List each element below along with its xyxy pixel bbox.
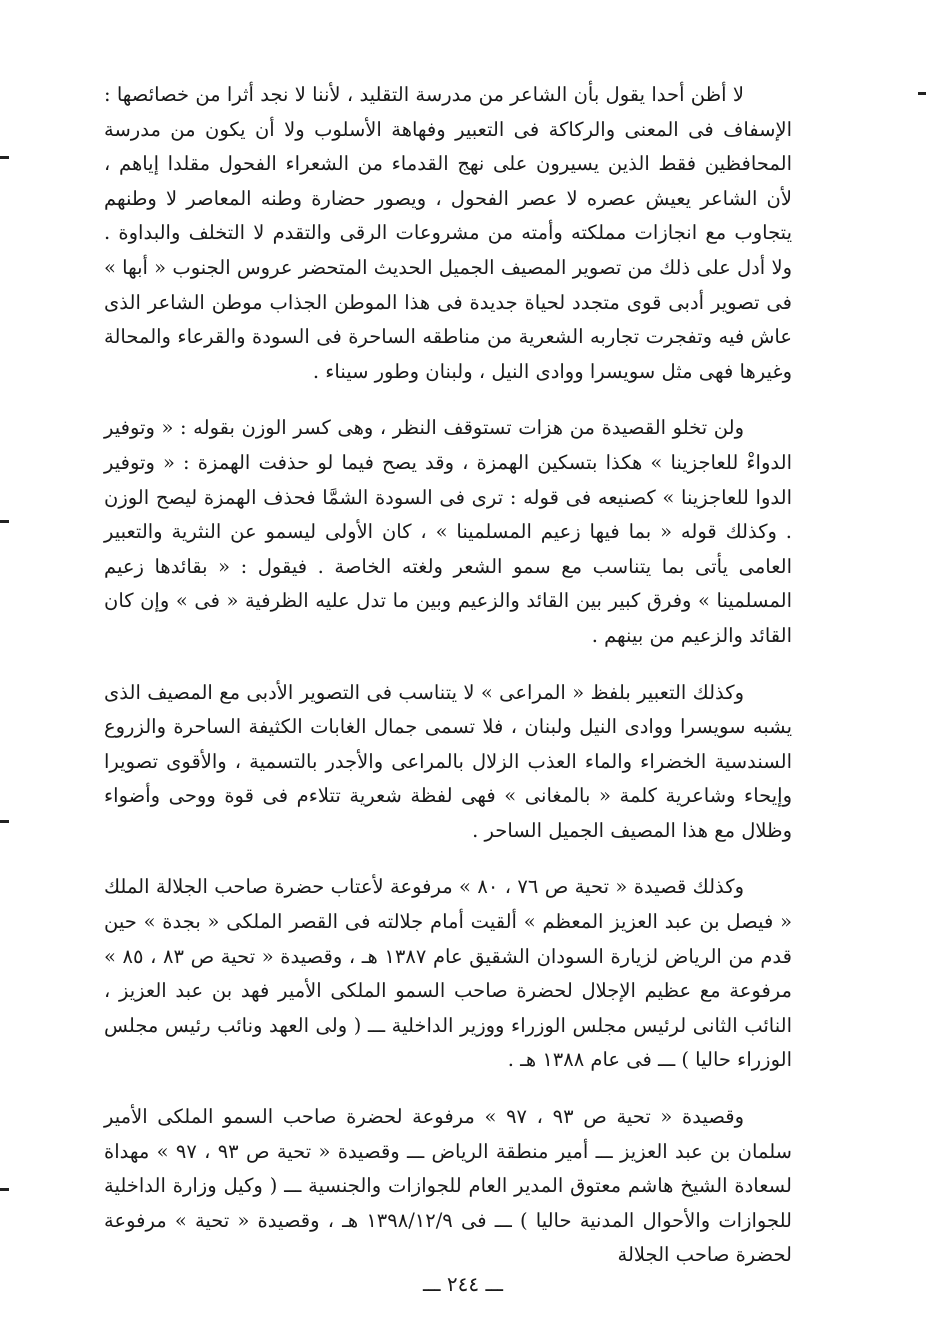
- paragraph-3: وكذلك التعبير بلفظ « المراعى » لا يتناسب فى التصوير الأدبى مع المصيف الذى يشبه سويسرا ووادى النيل ولبنان ، فلا تسمى جمال الغابات الكثيفة الساحرة والزروع السندسية الخضراء والماء العذب الزلال بالمراعى والأجدر بالتسمية ، والأقوى تصويرا وإيحاء وشاعرية كلمة « بالمغانى » فهى لفظة شعرية تتلاءم فى قوة ووحى وأضواء وظلال مع هذا المصيف الجميل الساحر .: [104, 680, 792, 842]
- paragraph-2: ولن تخلو القصيدة من هزات تستوقف النظر ، وهى كسر الوزن بقوله : « وتوفير الدواءْ للعاجزينا » هكذا بتسكين الهمزة ، وقد يصح فيما لو حذفت الهمزة : « وتوفير الدوا للعاجزينا » كصنيعه فى قوله : ترى فى السودة الشمَّا فحذف الهمزة ليصح الوزن . وكذلك قوله « بما فيها زعيم المسلمينا » ، كان الأولى ليسمو عن النثرية والتعبير العامى يأتى بما يتناسب مع سمو الشعر ولغته الخاصة . فيقول : « بقائدها زعيم المسلمينا » وفرق كبير بين القائد والزعيم وبين ما تدل عليه الظرفية « فى » وإن كان القائد والزعيم من بينهم .: [104, 416, 792, 647]
- paragraph-4: وكذلك قصيدة « تحية ص ٧٦ ، ٨٠ » مرفوعة لأعتاب حضرة صاحب الجلالة الملك « فيصل بن عبد العزيز المعظم » ألقيت أمام جلالته فى القصر الملكى « بجدة » حين قدم من الرياض لزيارة السودان الشقيق عام ١٣٨٧ هـ ، وقصيدة « تحية ص ٨٣ ، ٨٥ » مرفوعة مع عظيم الإجلال لحضرة صاحب السمو الملكى الأمير فهد بن عبد العزيز ، النائب الثانى لرئيس مجلس الوزراء ووزير الداخلية ـــ ( ولى العهد ونائب رئيس مجلس الوزراء حاليا ) ـــ فى عام ١٣٨٨ هـ .: [104, 875, 792, 1072]
- paragraph-1: لا أظن أحدا يقول بأن الشاعر من مدرسة التقليد ، لأننا لا نجد أثرا من خصائصها : الإسفاف فى المعنى والركاكة فى التعبير وفهاهة الأسلوب ولا أن يكون من مدرسة المحافظين فقط الذين يسيرون على نهج القدماء من الشعراء الفحول مقلدا إياهم ، لأن الشاعر يعيش عصره لا عصر الفحول ، ويصور حضارة وطنه المعاصر لا وطنهم يتجاوب مع انجازات مملكته وأمته من مشروعات الرقى والتقدم لا التخلف والبداوة . ولا أدل على ذلك من تصوير المصيف الجميل الحديث المتحضر عروس الجنوب « أبها » فى تصوير أدبى قوى متجدد لحياة جديدة فى هذا الموطن الجذاب موطن الشاعر الذى عاش فيه وتفجرت تجاربه الشعرية من مناطقه الساحرة فى السودة والقرعاء والمحالة وغيرها فهى مثل سويسرا ووادى النيل ، ولبنان وطور سيناء .: [104, 83, 792, 383]
- scan-edge-mark: [918, 92, 926, 95]
- paragraph-5: وقصيدة « تحية ص ٩٣ ، ٩٧ » مرفوعة لحضرة صاحب السمو الملكى الأمير سلمان بن عبد العزيز ـــ أمير منطقة الرياض ـــ وقصيدة « تحية ص ٩٣ ، ٩٧ » مهداة لسعادة الشيخ هاشم معتوق المدير العام للجوازات والجنسية ـــ ( وكيل وزارة الداخلية للجوازات والأحوال المدنية حاليا ) ـــ فى ١٣٩٨/١٢/٩ هـ ، وقصيدة « تحية » مرفوعة لحضرة صاحب الجلالة: [104, 1105, 792, 1267]
- scan-edge-mark: [0, 520, 9, 523]
- body-text: [104, 78, 792, 1295]
- page-number: ـــ ٢٤٤ ـــ: [422, 1272, 504, 1296]
- scan-edge-mark: [0, 820, 9, 823]
- scan-edge-mark: [0, 156, 9, 159]
- scan-edge-mark: [0, 1188, 9, 1191]
